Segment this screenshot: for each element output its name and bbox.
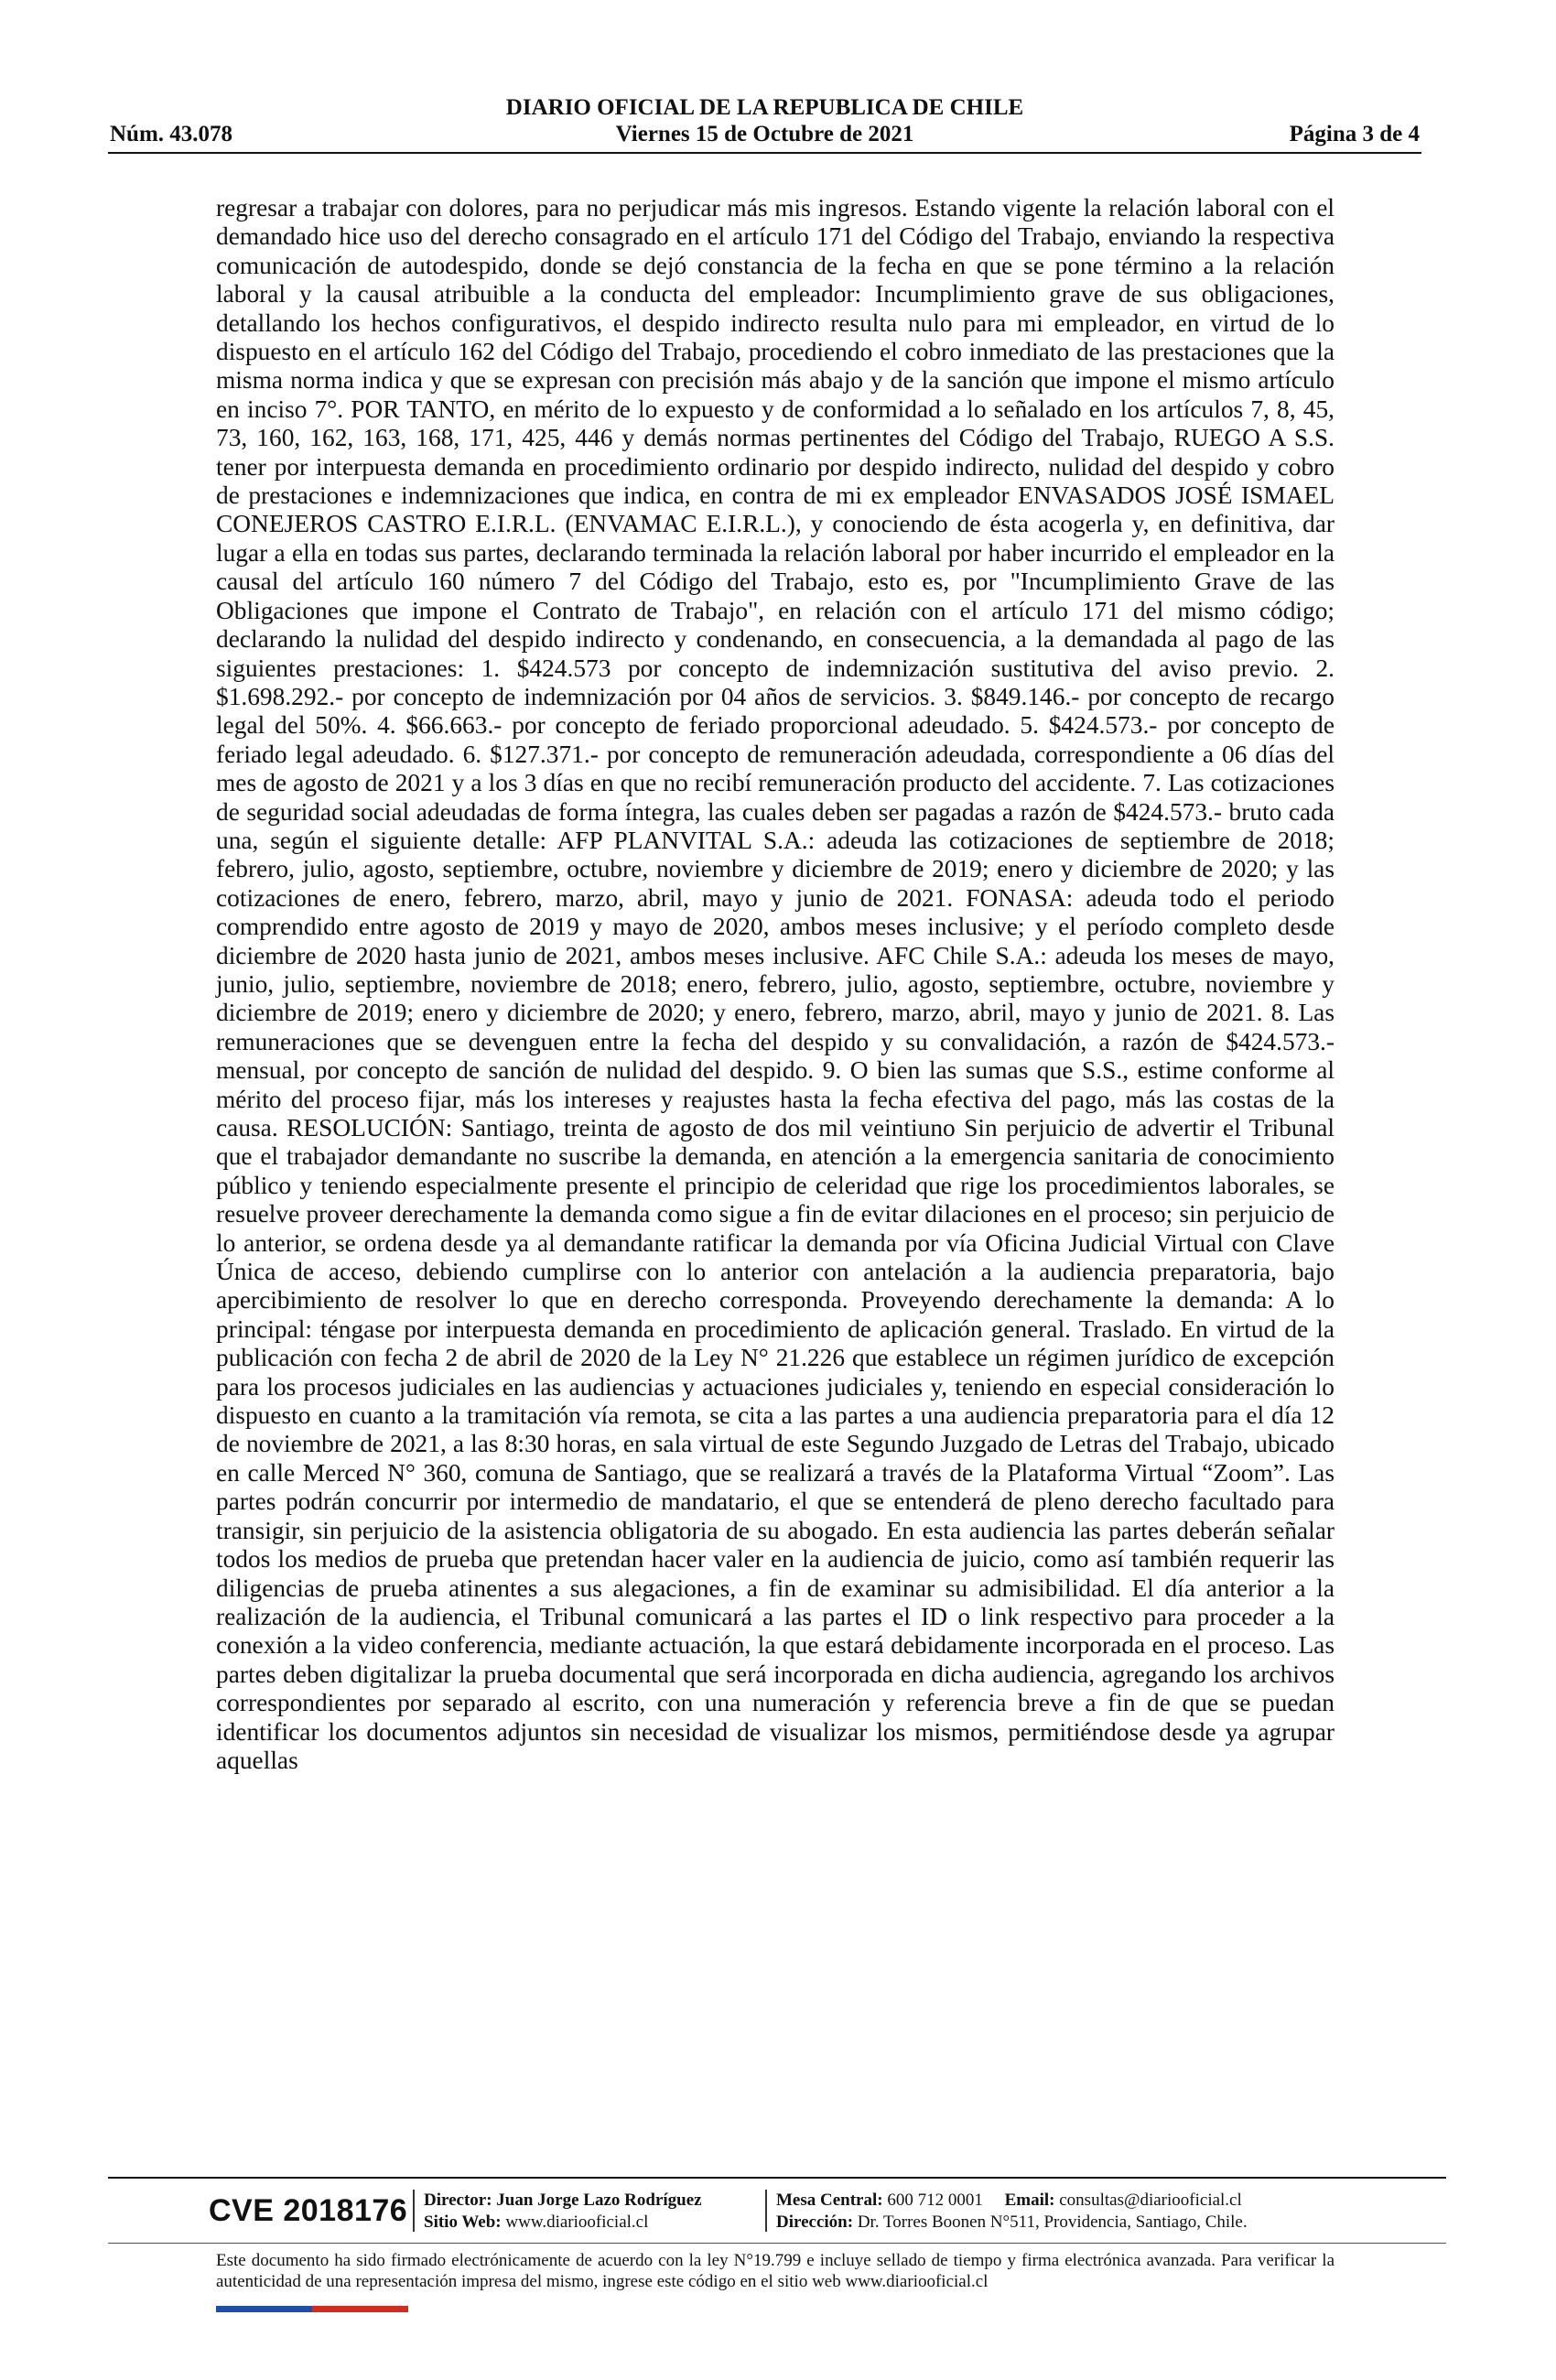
header-divider — [108, 152, 1421, 154]
footer-separator — [413, 2190, 415, 2232]
flag-color-bar — [216, 2306, 408, 2312]
flag-red-segment — [312, 2306, 408, 2312]
legal-notice: Este documento ha sido firmado electrónicamente de acuerdo con la ley N°19.799 e incluye sellado de tiempo y firma electrónica avanzada. Para verificar la autenticidad de una representación impresa del mismo, ingrese este código en el sitio web www.diariooficial.cl — [216, 2251, 1334, 2291]
footer-contact-block — [776, 2190, 1248, 2234]
flag-blue-segment — [216, 2306, 312, 2312]
publication-title: DIARIO OFICIAL DE LA REPUBLICA DE CHILE — [505, 95, 1024, 120]
footer-director-block — [424, 2190, 702, 2234]
website-label: Sitio Web: — [424, 2212, 502, 2232]
page-indicator: Página 3 de 4 — [1289, 122, 1420, 146]
director-label: Director: — [424, 2191, 492, 2210]
body-text: regresar a trabajar con dolores, para no perjudicar más mis ingresos. Estando vigente la relación laboral con el demandado hice uso del derecho consagrado en el artículo 171 del Código del Trabajo, enviando la respectiva comunicación de autodespido, donde se dejó constancia de la fecha en que se pone término a la relación laboral y la causal atribuible a la conducta del empleador: Incumplimiento grave de sus obligaciones, detallando los hechos configurativos, el despido indirecto resulta nulo para mi empleador, en virtud de lo dispuesto en el artículo 162 del Código del Trabajo, procediendo el cobro inmediato de las prestaciones que la misma norma indica y que se expresan con precisión más abajo y de la sanción que impone el mismo artículo en inciso 7°. POR TANTO, en mérito de lo expuesto y de conformidad a lo señalado en los artículos 7, 8, 45, 73, 160, 162, 163, 168, 171, 425, 446 y demás normas pertinentes del Código del Trabajo, RUEGO A S.S. tener por interpuesta demanda en procedimiento ordinario por despido indirecto, nulidad del despido y cobro de prestaciones e indemnizaciones que indica, en contra de mi ex empleador ENVASADOS JOSÉ ISMAEL CONEJEROS CASTRO E.I.R.L. (ENVAMAC E.I.R.L.), y conociendo de ésta acogerla y, en definitiva, dar lugar a ella en todas sus partes, declarando terminada la relación laboral por haber incurrido el empleador en la causal del artículo 160 número 7 del Código del Trabajo, esto es, por "Incumplimiento Grave de las Obligaciones que impone el Contrato de Trabajo", en relación con el artículo 171 del mismo código; declarando la nulidad del despido indirecto y condenando, en consecuencia, a la demandada al pago de las siguientes prestaciones: 1. $424.573 por concepto de indemnización sustitutiva del aviso previo. 2. $1.698.292.- por concepto de indemnización por 04 años de servicios. 3. $849.146.- por concepto de recargo legal del 50%. 4. $66.663.- por concepto de feriado proporcional adeudado. 5. $424.573.- por concepto de feriado legal adeudado. 6. $127.371.- por concepto de remuneración adeudada, correspondiente a 06 días del mes de agosto de 2021 y a los 3 días en que no recibí remuneración producto del accidente. 7. Las cotizaciones de seguridad social adeudadas de forma íntegra, las cuales deben ser pagadas a razón de $424.573.- bruto cada una, según el siguiente detalle: AFP PLANVITAL S.A.: adeuda las cotizaciones de septiembre de 2018; febrero, julio, agosto, septiembre, octubre, noviembre y diciembre de 2019; enero y diciembre de 2020; y las cotizaciones de enero, febrero, marzo, abril, mayo y junio de 2021. FONASA: adeuda todo el periodo comprendido entre agosto de 2019 y mayo de 2020, ambos meses inclusive; y el período completo desde diciembre de 2020 hasta junio de 2021, ambos meses inclusive. AFC Chile S.A.: adeuda los meses de mayo, junio, julio, septiembre, noviembre de 2018; enero, febrero, julio, agosto, septiembre, octubre, noviembre y diciembre de 2019; enero y diciembre de 2020; y enero, febrero, marzo, abril, mayo y junio de 2021. 8. Las remuneraciones que se devenguen entre la fecha del despido y su convalidación, a razón de $424.573.- mensual, por concepto de sanción de nulidad del despido. 9. O bien las sumas que S.S., estime conforme al mérito del proceso fijar, más los intereses y reajustes hasta la fecha efectiva del pago, más las costas de la causa. RESOLUCIÓN: Santiago, treinta de agosto de dos mil veintiuno Sin perjuicio de advertir el Tribunal que el trabajador demandante no suscribe la demanda, en atención a la emergencia sanitaria de conocimiento público y teniendo especialmente presente el principio de celeridad que rige los procedimientos laborales, se resuelve proveer derechamente la demanda como sigue a fin de evitar dilaciones en el proceso; sin perjuicio de lo anterior, se ordena desde ya al demandante ratificar la demanda por vía Oficina Judicial Virtual con Clave Única de acceso, debiendo cumplirse con lo anterior con antelación a la audiencia preparatoria, bajo apercibimiento de resolver lo que en derecho corresponda. Proveyendo derechamente la demanda: A lo principal: téngase por interpuesta demanda en procedimiento de aplicación general. Traslado. En virtud de la publicación con fecha 2 de abril de 2020 de la Ley N° 21.226 que establece un régimen jurídico de excepción para los procesos judiciales en las audiencias y actuaciones judiciales y, teniendo en especial consideración lo dispuesto en cuanto a la tramitación vía remota, se cita a las partes a una audiencia preparatoria para el día 12 de noviembre de 2021, a las 8:30 horas, en sala virtual de este Segundo Juzgado de Letras del Trabajo, ubicado en calle Merced N° 360, comuna de Santiago, que se realizará a través de la Plataforma Virtual “Zoom”. Las partes podrán concurrir por intermedio de mandatario, el que se entenderá de pleno derecho facultado para transigir, sin perjuicio de la asistencia obligatoria de su abogado. En esta audiencia las partes deberán señalar todos los medios de prueba que pretendan hacer valer en la audiencia de juicio, como así también requerir las diligencias de prueba atinentes a sus alegaciones, a fin de examinar su admisibilidad. El día anterior a la realización de la audiencia, el Tribunal comunicará a las partes el ID o link respectivo para proceder a la conexión a la video conferencia, mediante actuación, la que estará debidamente incorporada en el proceso. Las partes deben digitalizar la prueba documental que será incorporada en dicha audiencia, agregando los archivos correspondientes por separado al escrito, con una numeración y referencia breve a fin de que se puedan identificar los documentos adjuntos sin necesidad de visualizar los mismos, permitiéndose desde ya agrupar aquellas — [216, 194, 1334, 1774]
address-value: Dr. Torres Boonen N°511, Providencia, Santiago, Chile. — [857, 2212, 1248, 2232]
cve-code: CVE 2018176 — [209, 2193, 408, 2228]
footer-separator — [765, 2190, 767, 2232]
website-link[interactable]: www.diariooficial.cl — [505, 2212, 649, 2232]
issue-date: Viernes 15 de Octubre de 2021 — [615, 122, 914, 146]
phone-number: 600 712 0001 — [887, 2191, 983, 2210]
director-name: Juan Jorge Lazo Rodríguez — [496, 2191, 702, 2210]
phone-label: Mesa Central: — [776, 2191, 883, 2210]
email-label: Email: — [1004, 2191, 1055, 2210]
address-label: Dirección: — [776, 2212, 854, 2232]
issue-number: Núm. 43.078 — [110, 122, 233, 146]
footer-info — [108, 2188, 1446, 2235]
footer-divider-top — [108, 2177, 1446, 2179]
footer-divider-bottom — [108, 2243, 1446, 2244]
email-link[interactable]: consultas@diariooficial.cl — [1059, 2191, 1242, 2210]
page-header — [108, 92, 1421, 154]
